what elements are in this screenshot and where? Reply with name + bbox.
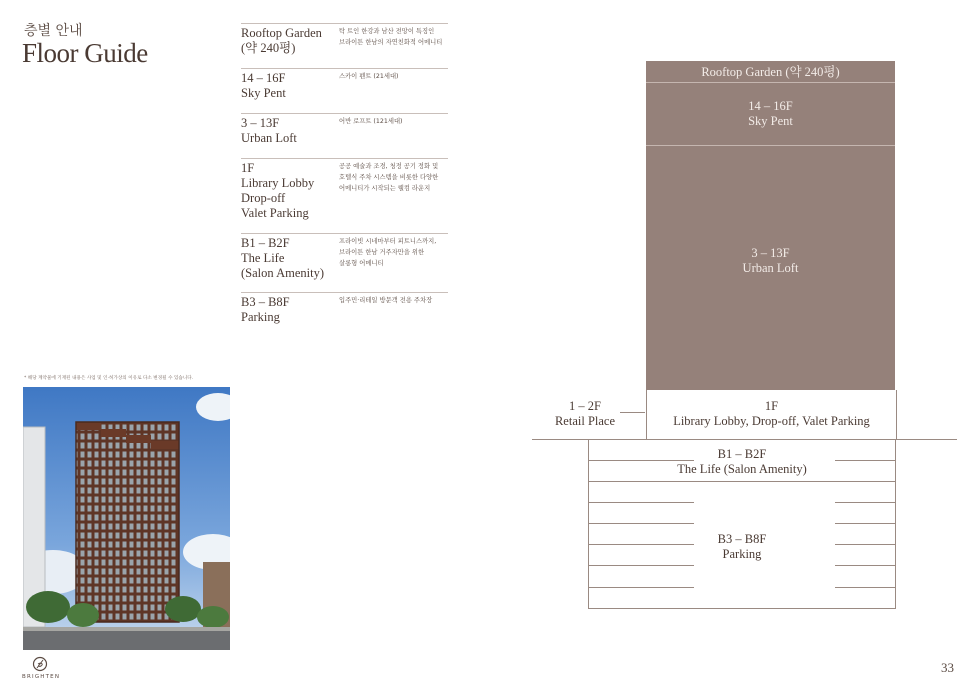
basement-level-line: [835, 587, 895, 588]
floor-label: 14 – 16F Sky Pent: [241, 71, 286, 100]
floor-description: 공공 예술과 조경, 청정 공기 정화 및 호텔식 주차 시스템을 비롯한 다양한 어메니티가 시작되는 웰컴 라운지: [339, 163, 439, 192]
diagram-rooftop: [646, 61, 895, 83]
page-number: 33: [941, 660, 954, 675]
page-title: Floor Guide: [22, 38, 148, 68]
floor-row-lobby: [241, 158, 448, 234]
basement-level-line: [589, 565, 694, 566]
floor-label: 1F Library Lobby Drop-off Valet Parking: [241, 161, 315, 220]
floor-row-rooftop: [241, 23, 448, 68]
diagram-urban-loft: [646, 146, 895, 390]
diagram-sky-pent: [646, 83, 895, 146]
floor-description: 어반 로프트 (121세대): [339, 118, 403, 125]
floor-label: 3 – 13F Urban Loft: [241, 116, 297, 145]
brand-name: BRIGHTEN: [22, 674, 61, 680]
basement-level-line: [589, 544, 694, 545]
diagram-label: Rooftop Garden (약 240평): [701, 65, 840, 79]
basement-level-line: [589, 502, 694, 503]
diagram-lobby: [646, 390, 897, 439]
floor-description: 입주민·리테일 방문객 전용 주차장: [339, 297, 433, 304]
diagram-label-b1-b2: B1 – B2F The Life (Salon Amenity): [677, 447, 807, 476]
floor-row-parking: [241, 292, 448, 333]
floor-label: Rooftop Garden (약 240평): [241, 26, 322, 55]
floor-label: B1 – B2F The Life (Salon Amenity): [241, 236, 324, 280]
diagram-retail-label: 1 – 2F Retail Place: [554, 399, 616, 428]
floor-row-sky-pent: [241, 68, 448, 114]
building-photo: [23, 387, 230, 650]
diagram-label: 14 – 16F Sky Pent: [748, 99, 793, 128]
retail-leader-line: [620, 412, 645, 413]
basement-level-line: [589, 460, 694, 461]
floor-description: 스카이 펜트 (21세대): [339, 73, 399, 80]
floor-label: B3 – B8F Parking: [241, 295, 290, 324]
basement-level-line: [589, 481, 895, 482]
basement-level-line: [589, 587, 694, 588]
diagram-label-b3-b8: B3 – B8F Parking: [717, 532, 767, 561]
basement-level-line: [835, 544, 895, 545]
basement-level-line: [835, 460, 895, 461]
floor-row-the-life: [241, 233, 448, 293]
floor-description: 프라이빗 시네마부터 피트니스까지, 브라이튼 한남 거주자만을 위한 살롱형 어메니티: [339, 238, 437, 267]
basement-level-line: [835, 502, 895, 503]
photo-disclaimer: * 해당 계약물에 기재된 내용은 사업 및 인·허가상의 이유로 다소 변경될 수 있습니다.: [24, 376, 194, 381]
basement-level-line: [835, 523, 895, 524]
basement-level-line: [589, 523, 694, 524]
basement-level-line: [835, 565, 895, 566]
floor-row-urban-loft: [241, 113, 448, 159]
diagram-label: 1F Library Lobby, Drop-off, Valet Parking: [673, 399, 870, 428]
section-subtitle: 층별 안내: [24, 23, 83, 39]
diagram-label: 3 – 13F Urban Loft: [742, 246, 799, 275]
floor-description: 탁 트인 한강과 남산 전망이 특징인 브라이튼 한남의 자연친화적 어메니티: [339, 28, 443, 46]
